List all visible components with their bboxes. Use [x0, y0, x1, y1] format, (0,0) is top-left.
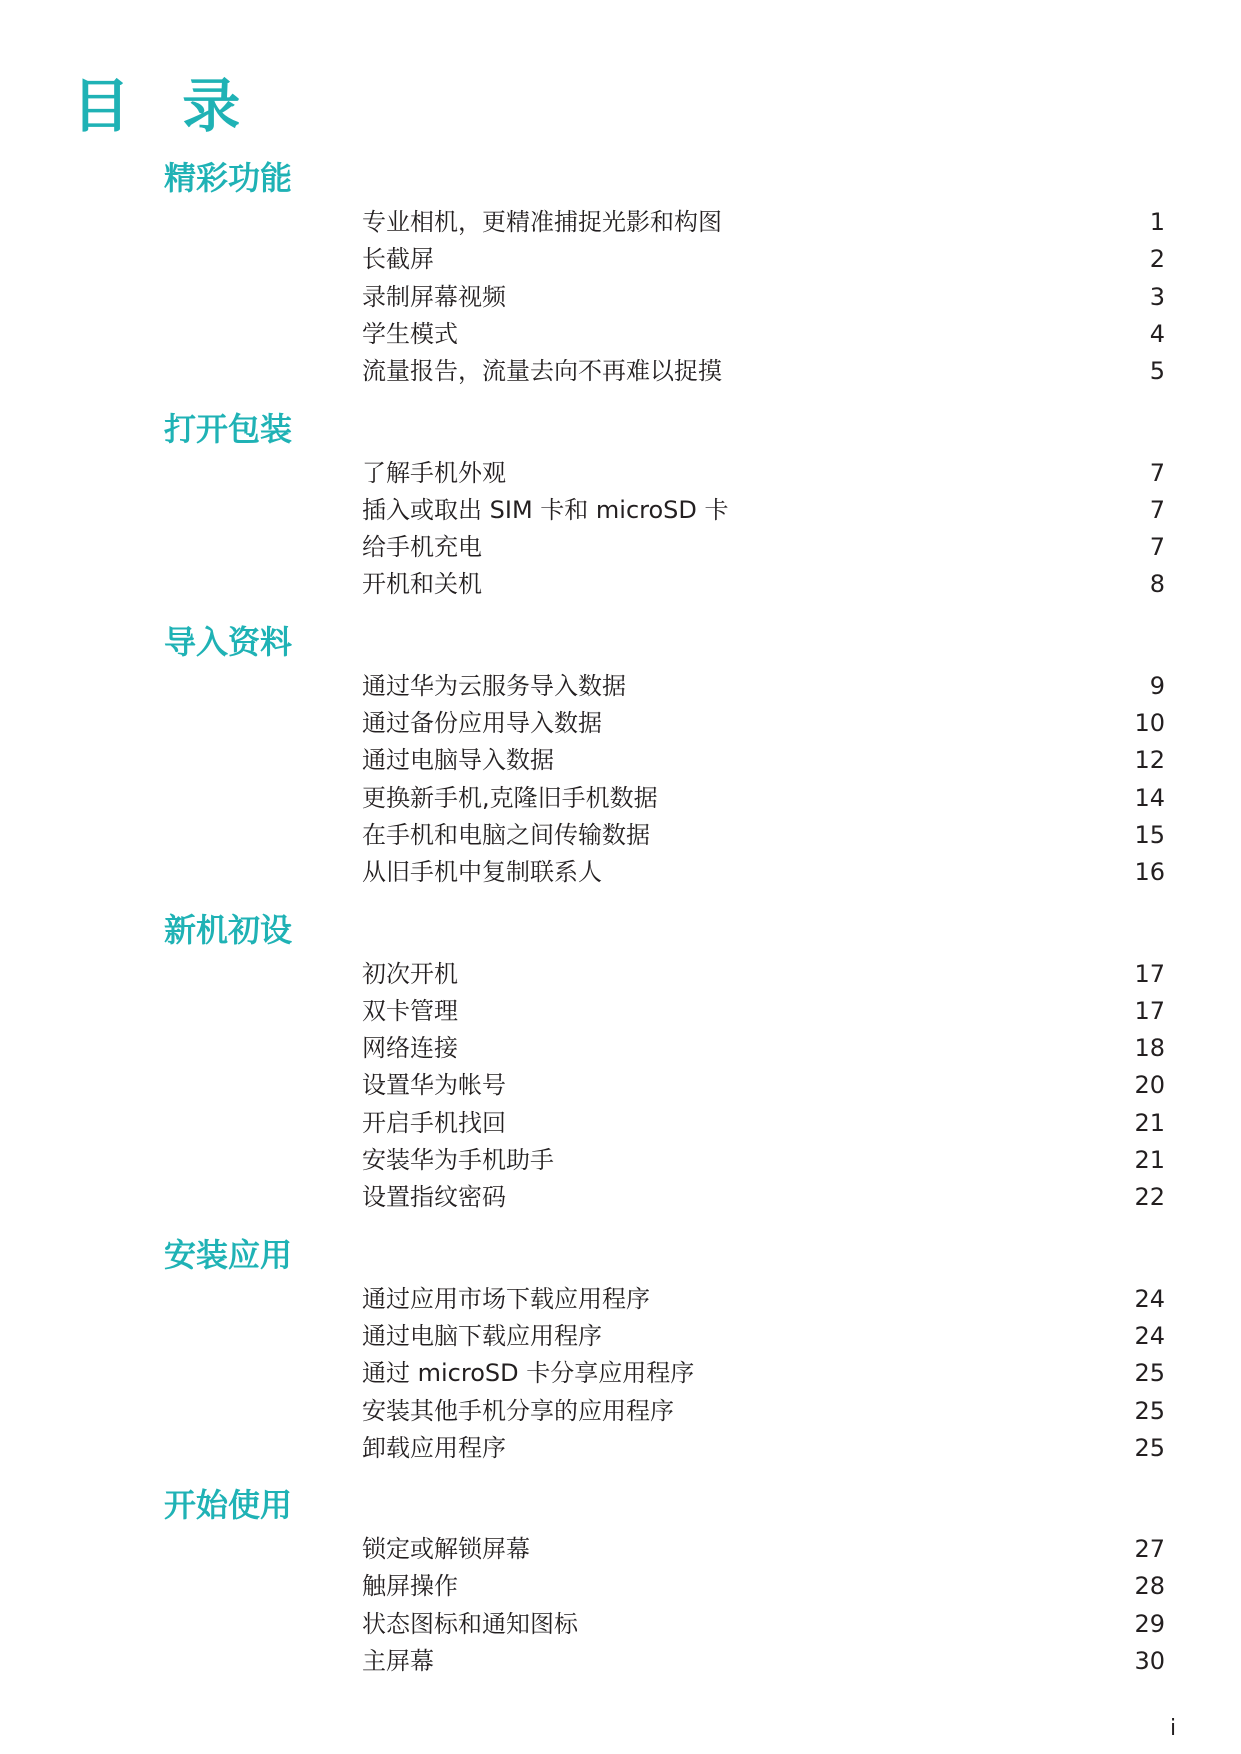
toc-entry[interactable]: [362, 668, 1165, 705]
toc-entry[interactable]: [362, 455, 1165, 492]
toc-entry-page-number: 29: [1134, 1609, 1165, 1638]
toc-entry[interactable]: [362, 204, 1165, 241]
toc-entry-title: 安装华为手机助手: [362, 1146, 554, 1174]
toc-entry-title: 状态图标和通知图标: [362, 1609, 578, 1638]
toc-entry-page-number: 21: [1134, 1108, 1165, 1137]
toc-entry-title: 通过应用市场下载应用程序: [362, 1284, 650, 1313]
toc-entry-page-number: 24: [1134, 1284, 1165, 1313]
toc-entry-page-number: 25: [1134, 1396, 1165, 1425]
toc-entry-page-number: 14: [1134, 783, 1165, 812]
page-title: 目 录: [72, 72, 257, 140]
toc-entry[interactable]: [362, 241, 1165, 278]
toc-entry[interactable]: [362, 1606, 1165, 1643]
toc-entry-title: 初次开机: [362, 959, 458, 988]
toc-entry-title: 开启手机找回: [362, 1108, 506, 1137]
toc-entry-page-number: 2: [1149, 245, 1165, 274]
toc-entry-title: 卸载应用程序: [362, 1433, 506, 1462]
toc-entry-title: 通过电脑导入数据: [362, 746, 554, 775]
toc-entry-title: 开机和关机: [362, 570, 482, 599]
toc-entry[interactable]: [362, 742, 1165, 779]
toc-entry[interactable]: [362, 1430, 1165, 1467]
toc-entry[interactable]: [362, 1318, 1165, 1355]
toc-entry-title: 安装其他手机分享的应用程序: [362, 1396, 674, 1425]
section-title: 新机初设: [164, 910, 293, 949]
toc-entry-title: 通过华为云服务导入数据: [362, 671, 626, 700]
toc-entry-page-number: 10: [1134, 709, 1165, 737]
toc-entry-title: 在手机和电脑之间传输数据: [362, 820, 650, 849]
toc-entry[interactable]: [362, 1179, 1165, 1216]
toc-entry-title: 给手机充电: [362, 533, 482, 562]
toc-entry-title: 触屏操作: [362, 1572, 458, 1601]
section-title: 精彩功能: [164, 159, 293, 197]
toc-entry[interactable]: [362, 1531, 1165, 1568]
toc-entry-page-number: 17: [1134, 996, 1165, 1025]
toc-entry-title: 从旧手机中复制联系人: [362, 858, 602, 887]
toc-entry-title: 专业相机，更精准捕捉光影和构图: [362, 208, 722, 236]
toc-entry-title: 流量报告，流量去向不再难以捉摸: [362, 357, 722, 386]
toc-entry-page-number: 7: [1149, 458, 1165, 487]
toc-entry-page-number: 7: [1149, 533, 1165, 562]
section-title: 导入资料: [164, 622, 293, 661]
toc-entry-page-number: 5: [1149, 357, 1165, 386]
toc-entry[interactable]: [362, 566, 1165, 603]
toc-entry-title: 网络连接: [362, 1034, 458, 1063]
toc-entry-page-number: 1: [1149, 208, 1165, 236]
toc-entry-title: 录制屏幕视频: [362, 282, 506, 311]
toc-entry[interactable]: [362, 956, 1165, 993]
toc-entry-page-number: 30: [1134, 1647, 1165, 1675]
section-title: 安装应用: [164, 1235, 293, 1274]
toc-entry[interactable]: [362, 705, 1165, 742]
toc-entry[interactable]: [362, 353, 1165, 390]
toc-entry-title: 了解手机外观: [362, 458, 506, 487]
toc-entry[interactable]: [362, 1355, 1165, 1392]
toc-entry-title: 学生模式: [362, 319, 458, 348]
toc-entry[interactable]: [362, 529, 1165, 566]
toc-entry-page-number: 22: [1134, 1183, 1165, 1212]
toc-entry[interactable]: [362, 817, 1165, 854]
toc-entry-page-number: 16: [1134, 858, 1165, 887]
toc-entry[interactable]: [362, 1142, 1165, 1179]
toc-entry[interactable]: [362, 279, 1165, 316]
toc-entry[interactable]: [362, 854, 1165, 891]
toc-entry-title: 双卡管理: [362, 996, 458, 1025]
toc-entry-title: 通过电脑下载应用程序: [362, 1321, 602, 1350]
toc-entry-title: 设置华为帐号: [362, 1071, 506, 1100]
toc-entry-page-number: 21: [1134, 1146, 1165, 1174]
toc-entry-page-number: 17: [1134, 959, 1165, 988]
toc-entry-title: 设置指纹密码: [362, 1183, 506, 1212]
toc-entry-page-number: 9: [1149, 671, 1165, 700]
toc-entry[interactable]: [362, 1643, 1165, 1680]
toc-entry-page-number: 3: [1149, 282, 1165, 311]
toc-entry[interactable]: [362, 1568, 1165, 1605]
toc-entry[interactable]: [362, 1105, 1165, 1142]
toc-entry-page-number: 20: [1134, 1071, 1165, 1100]
toc-entry-page-number: 28: [1134, 1572, 1165, 1601]
section-title: 开始使用: [164, 1486, 293, 1525]
toc-entry-title: 插入或取出 SIM 卡和 microSD 卡: [362, 495, 729, 524]
toc-entry-page-number: 25: [1134, 1433, 1165, 1462]
toc-entry[interactable]: [362, 993, 1165, 1030]
toc-entry-title: 通过备份应用导入数据: [362, 709, 602, 737]
toc-entry[interactable]: [362, 1281, 1165, 1318]
toc-entry-title: 长截屏: [362, 245, 434, 274]
toc-entry-page-number: 27: [1134, 1535, 1165, 1564]
toc-entry-page-number: 4: [1149, 319, 1165, 348]
toc-entry-title: 更换新手机,克隆旧手机数据: [362, 783, 658, 812]
toc-entry[interactable]: [362, 780, 1165, 817]
toc-entry-page-number: 18: [1134, 1034, 1165, 1063]
page-number: i: [1170, 1716, 1177, 1741]
section-title: 打开包装: [164, 409, 293, 448]
toc-entry[interactable]: [362, 1030, 1165, 1067]
toc-entry-page-number: 12: [1134, 746, 1165, 775]
toc-entry-page-number: 7: [1149, 495, 1165, 524]
toc-entry-page-number: 8: [1149, 570, 1165, 599]
toc-entry-page-number: 15: [1134, 820, 1165, 849]
toc-entry-title: 主屏幕: [362, 1647, 434, 1675]
toc-entry[interactable]: [362, 316, 1165, 353]
toc-entry-title: 通过 microSD 卡分享应用程序: [362, 1359, 695, 1388]
toc-entry-page-number: 24: [1134, 1321, 1165, 1350]
toc-entry-title: 锁定或解锁屏幕: [362, 1535, 530, 1564]
toc-entry-page-number: 25: [1134, 1359, 1165, 1388]
toc-entry[interactable]: [362, 1393, 1165, 1430]
toc-entry[interactable]: [362, 492, 1165, 529]
toc-entry[interactable]: [362, 1067, 1165, 1104]
